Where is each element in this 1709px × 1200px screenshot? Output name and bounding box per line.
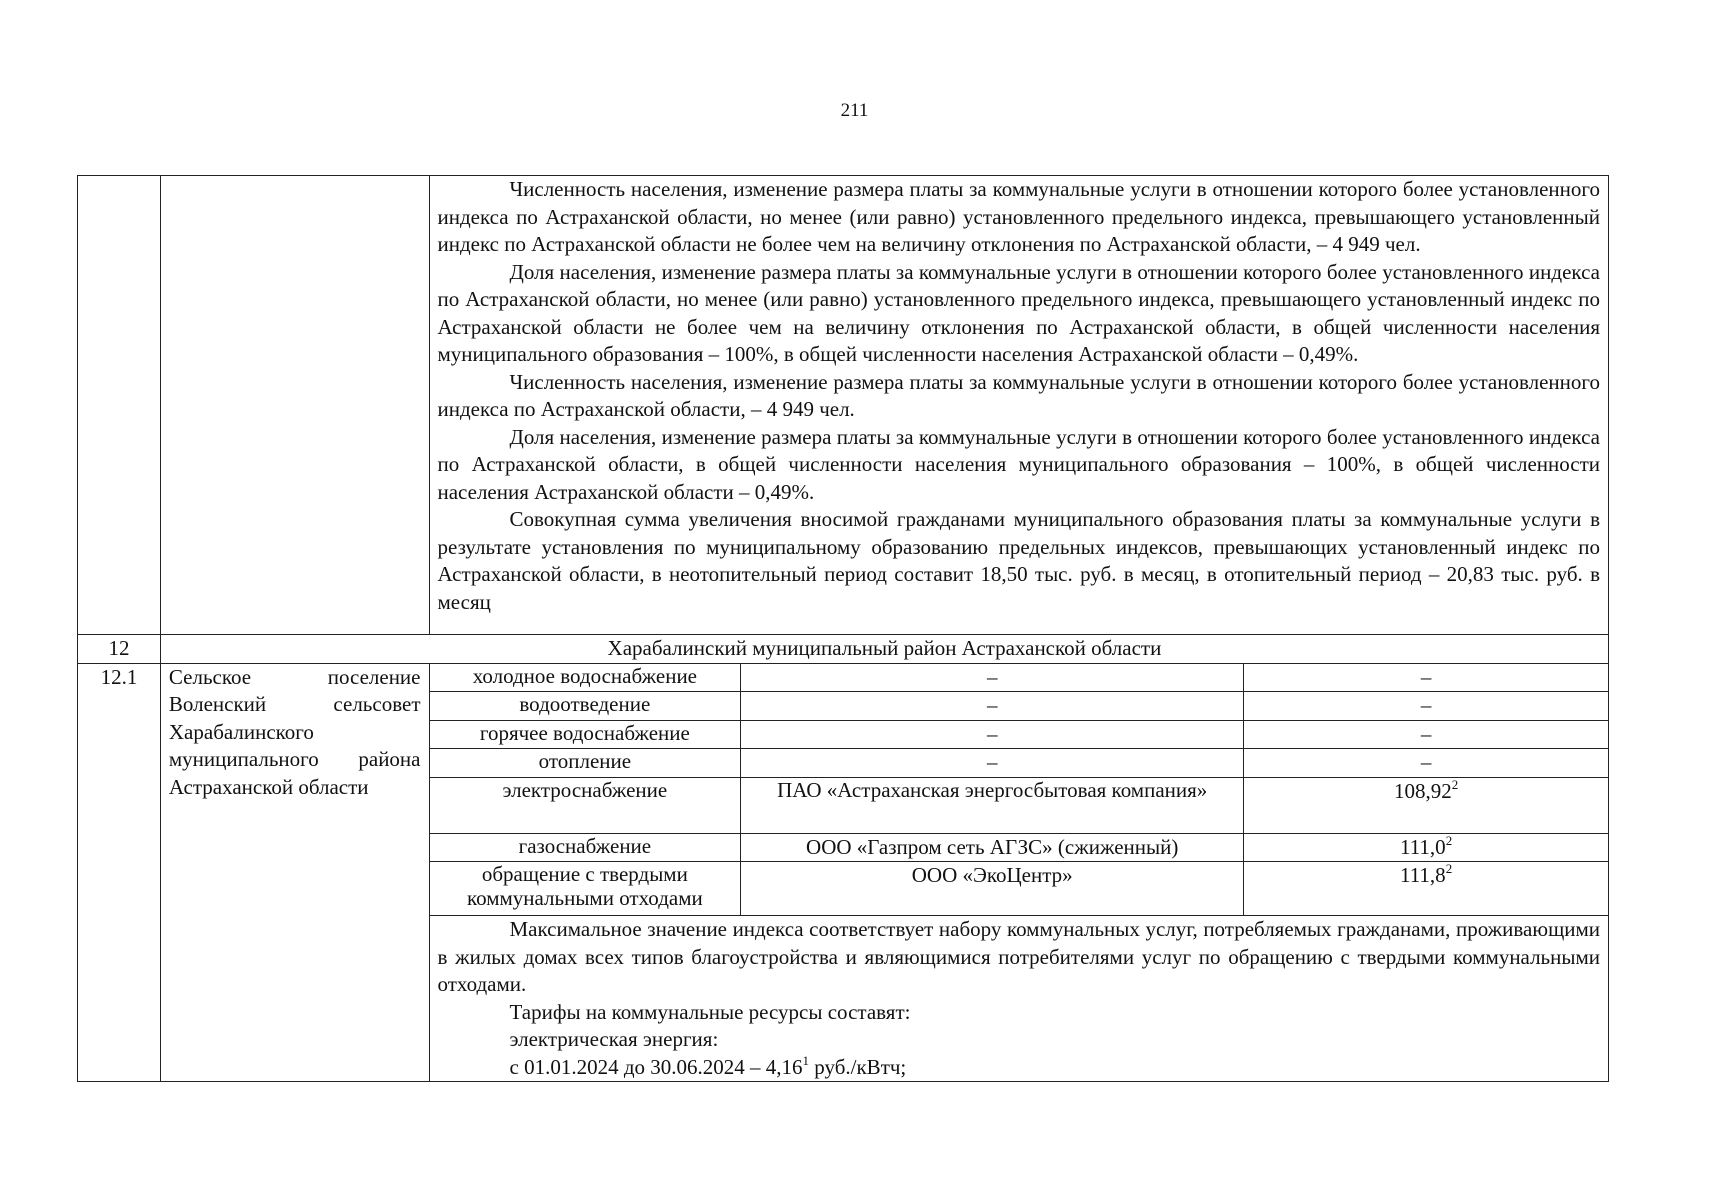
service-name: газоснабжение [429, 833, 741, 862]
paragraph-population-share-above-index: Доля населения, изменение размера платы за коммунальные услуги в отношении которого более установленного индекса по Астраханской области, в общей численности населения муниципального образования – 100%, в общей численности населения Астраханской области – 0,49%. [437, 424, 1600, 504]
paragraph-population-count: Численность населения, изменение размера платы за коммунальные услуги в отношении которого более установленного индекса по Астраханской области, но менее (или равно) установленного предельного индекса, превышающего установленный индекс по Астраханской области не более чем на величину отклонения по Астраханской области, – 4 949 чел. [437, 177, 1600, 256]
service-index: – [1244, 720, 1609, 749]
service-provider [741, 777, 1244, 833]
paragraph-population-share: Доля населения, изменение размера платы за коммунальные услуги в отношении которого более установленного индекса по Астраханской области, но менее (или равно) установленного предельного индекса, превышающего установленный индекс по Астраханской области не более чем на величину отклонения по Астраханской области, в общей численности населения муниципального образования – 100%, в общей численности населения Астраханской области – 0,49%. [437, 259, 1600, 366]
service-index-value: 111,0 [1399, 834, 1446, 859]
service-name: отопление [429, 749, 741, 778]
tariffs-intro: Тарифы на коммунальные ресурсы составят: [509, 999, 911, 1024]
paragraph-total-increase: Совокупная сумма увеличения вносимой гражданами муниципального образования платы за коммунальные услуги в результате установления по муниципальному образованию предельных индексов, превышающих установленный индекс по Астраханской области, в неотопительный период составит 18,50 тыс. руб. в месяц, в отопительный период – 20,83 тыс. руб. в месяц [437, 507, 1600, 614]
district-number: 12 [78, 635, 161, 664]
service-provider: – [741, 749, 1244, 778]
service-index: – [1244, 663, 1609, 692]
paragraph-population-count-above-index: Численность населения, изменение размера платы за коммунальные услуги в отношении которого более установленного индекса по Астраханской области, – 4 949 чел. [437, 369, 1600, 421]
footnote-mark: 1 [802, 1052, 810, 1068]
service-provider: – [741, 663, 1244, 692]
settlement-number: 12.1 [78, 663, 161, 1082]
footnote-mark: 2 [1445, 832, 1453, 848]
service-provider: ООО «ЭкоЦентр» [741, 862, 1244, 916]
settlement-name: Сельское поселение Воленский сельсовет Харабалинского муниципального района Астраханской области [160, 663, 429, 1082]
service-index: – [1244, 692, 1609, 721]
notes-text-cell [429, 916, 1609, 1082]
district-name: Харабалинский муниципальный район Астраханской области [160, 635, 1608, 664]
service-name: электроснабжение [429, 777, 741, 833]
paragraph-max-index: Максимальное значение индекса соответствует набору коммунальных услуг, потребляемых гражданами, проживающими в жилых домах всех типов благоустройства и являющимися потребителями услуг по обращению с твердыми коммунальными отходами. [437, 917, 1600, 996]
electricity-label: электрическая энергия: [509, 1027, 719, 1051]
service-index [1244, 777, 1609, 833]
district-row [78, 635, 1609, 664]
tariff-table [77, 175, 1609, 1082]
footnote-mark: 2 [1445, 861, 1453, 876]
continuation-name-cell [160, 176, 429, 635]
service-index [1244, 862, 1609, 916]
electricity-tariff-prefix: с 01.01.2024 до 30.06.2024 – 4,16 [509, 1054, 803, 1079]
continuation-text-cell [429, 176, 1609, 635]
service-name: водоотведение [429, 692, 741, 721]
service-index [1244, 833, 1609, 862]
service-row-cold-water [78, 663, 1609, 692]
service-index-value: 108,92 [1393, 778, 1452, 803]
service-provider: – [741, 720, 1244, 749]
service-provider: ООО «Газпром сеть АГЗС» (сжиженный) [741, 833, 1244, 862]
service-name: горячее водоснабжение [429, 720, 741, 749]
continuation-number-cell [78, 176, 161, 635]
service-index: – [1244, 749, 1609, 778]
page-number: 211 [840, 100, 869, 121]
continuation-row [78, 176, 1609, 635]
service-provider: – [741, 692, 1244, 721]
service-provider-text: ПАО «Астраханская энергосбытовая компания» [777, 777, 1208, 802]
electricity-tariff-unit: руб./кВтч; [809, 1054, 907, 1079]
footnote-mark: 2 [1451, 776, 1459, 792]
service-name: холодное водоснабжение [429, 663, 741, 692]
electricity-tariff [438, 1054, 1601, 1082]
service-name: обращение с твердыми коммунальными отходами [429, 862, 741, 916]
service-index-value: 111,8 [1399, 863, 1446, 887]
